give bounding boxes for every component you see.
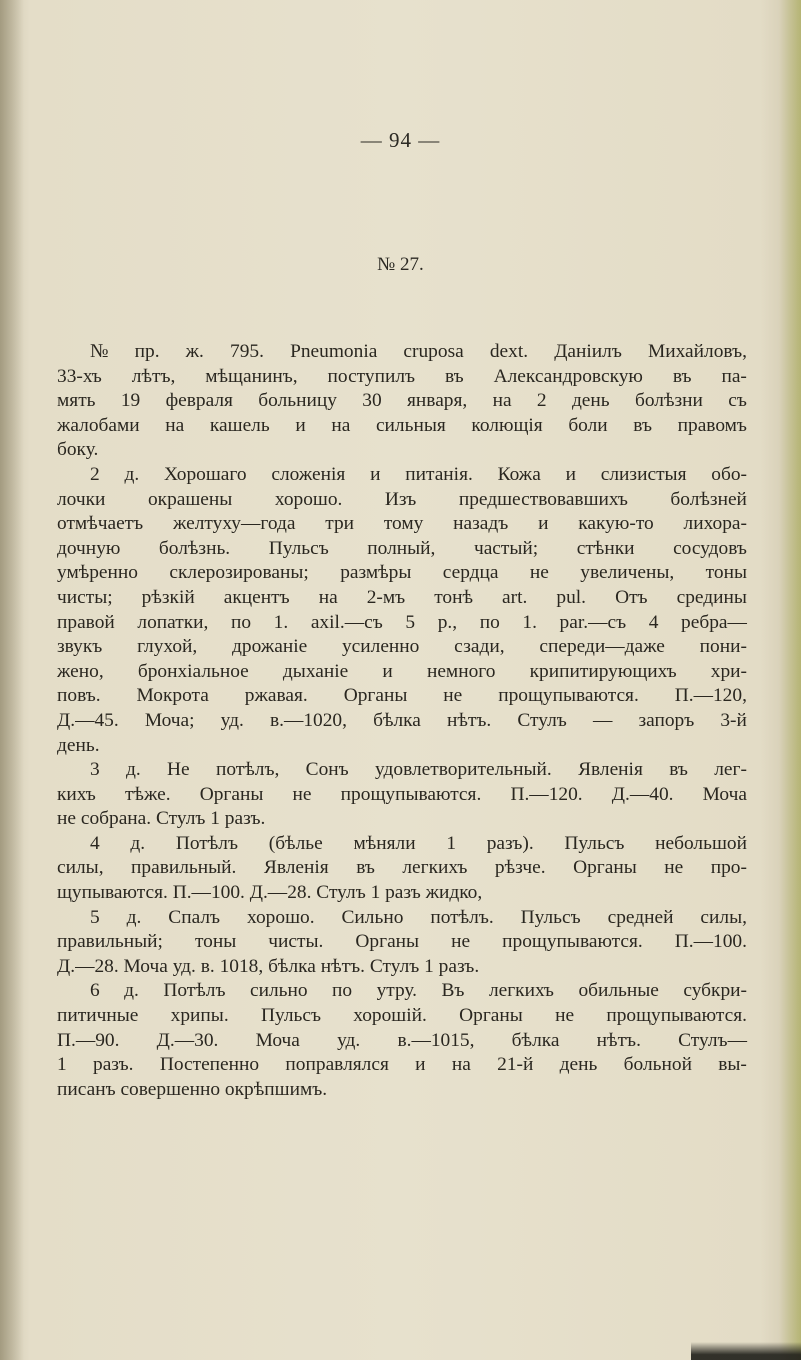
word: Органы [573, 857, 637, 879]
word: лочки [57, 488, 106, 510]
word: Д.—40. [611, 783, 674, 805]
word: чисты. [268, 931, 324, 953]
word: 1 [57, 1054, 67, 1076]
word: хорошій. [353, 1005, 427, 1027]
word: лопатки, [137, 611, 209, 633]
word: небольшой [655, 832, 747, 854]
word: глухой, [137, 636, 198, 658]
word: 5 [405, 611, 416, 633]
word: дочную [57, 537, 121, 559]
word: на [492, 390, 512, 412]
word: нѣтъ. [447, 709, 492, 731]
word: 1 [446, 832, 457, 854]
word: питанія. [405, 463, 473, 485]
text-line [57, 906, 747, 931]
word: увеличены, [580, 562, 675, 584]
word: больницу [258, 390, 337, 412]
word: Моча [255, 1029, 300, 1051]
word: средней [607, 906, 674, 928]
word: поступилъ [327, 365, 416, 387]
word: правильный. [131, 857, 237, 879]
text-line: писанъ совершенно окрѣпшимъ. [57, 1078, 328, 1100]
word: пони- [699, 636, 747, 658]
word: прощупываются. [606, 1005, 747, 1027]
word: Потѣлъ [175, 832, 239, 854]
word: не [555, 1005, 575, 1027]
word: Стулъ— [678, 1029, 747, 1051]
word: окрашены [147, 488, 233, 510]
word: прощупываются. [502, 931, 643, 953]
word: назадъ [453, 513, 509, 535]
word: ребра— [681, 611, 747, 633]
text-line [57, 758, 747, 783]
word: на [165, 414, 185, 436]
word: Кожа [497, 463, 541, 485]
text-line [57, 930, 747, 955]
word: больной [623, 1054, 692, 1076]
word: 6 [90, 980, 100, 1002]
word: па- [721, 365, 747, 387]
word: 2-мъ [366, 586, 406, 608]
word: съ [728, 390, 747, 412]
word: сильныя [375, 414, 446, 436]
word: разъ). [486, 832, 534, 854]
word: запоръ [638, 709, 695, 731]
word: Отъ [615, 586, 648, 608]
word: 21-й [497, 1054, 534, 1076]
word: ржавая. [244, 685, 308, 707]
word: какую-то [578, 513, 654, 535]
word: размѣры [340, 562, 412, 584]
word: д. [124, 980, 139, 1002]
word: Хорошаго [163, 463, 247, 485]
word: Пульсъ [260, 1005, 321, 1027]
text-line [57, 586, 747, 611]
word: и [382, 660, 393, 682]
word: и [415, 1054, 426, 1076]
word: мѣняли [353, 832, 416, 854]
text-line: щупываются. П.—100. Д.—28. Стулъ 1 разъ жидко, [57, 882, 483, 904]
word: хри- [710, 660, 747, 682]
word: дрожаніе [232, 636, 308, 658]
word: П.—90. [57, 1029, 120, 1051]
word: Постепенно [159, 1054, 260, 1076]
word: сердца [442, 562, 499, 584]
word: нѣтъ. [596, 1029, 641, 1051]
text-line [57, 1053, 747, 1078]
word: частый; [473, 537, 539, 559]
word: не [292, 783, 312, 805]
word: — [592, 709, 613, 731]
word: Стулъ [517, 709, 567, 731]
word: разъ. [93, 1054, 134, 1076]
word: мѣщанинъ, [205, 365, 298, 387]
word: не [664, 857, 684, 879]
word: тонѣ [434, 586, 474, 608]
word: уд. [337, 1029, 361, 1051]
word: въ [672, 365, 692, 387]
text-line [57, 979, 747, 1004]
word: 795. [230, 341, 264, 362]
word: тоны [705, 562, 747, 584]
word: бѣлка [373, 709, 421, 731]
word: Моча [702, 783, 747, 805]
word: въ [633, 414, 652, 436]
word: Органы [343, 685, 408, 707]
word: колющія [471, 414, 543, 436]
word: лег- [714, 759, 747, 781]
word: бѣлка [511, 1029, 560, 1051]
word: д. [126, 759, 141, 781]
word: Пульсъ [520, 906, 581, 928]
word: 4 [648, 611, 659, 633]
word: въ [669, 759, 688, 781]
word: Д.—45. [57, 709, 119, 731]
word: Пульсъ [268, 537, 329, 559]
word: умѣренно [57, 562, 138, 584]
scan-edge-artifact [691, 1342, 801, 1360]
word: болѣзнь. [158, 537, 231, 559]
word: и [565, 463, 576, 485]
word: пр. [134, 341, 160, 362]
word: Михайловъ, [647, 341, 747, 362]
word: Явленія [263, 857, 329, 879]
word: 5 [90, 906, 100, 928]
word: в.—1020, [269, 709, 347, 731]
word: удовлетворительный. [375, 759, 552, 781]
word: и [370, 463, 381, 485]
word: П.—100. [674, 931, 747, 953]
word: легкихъ [402, 857, 468, 879]
text-line [57, 389, 747, 414]
word: потѣлъ. [430, 906, 494, 928]
word: Мокрота [136, 685, 209, 707]
word: рѣзче. [494, 857, 546, 879]
word: П.—120. [510, 783, 583, 805]
word: № [90, 341, 109, 362]
case-title: № 27. [377, 254, 424, 275]
text-line [57, 832, 747, 857]
word: января, [407, 390, 468, 412]
word: февраля [165, 390, 233, 412]
word: стѣнки [576, 537, 635, 559]
word: П.—120, [674, 685, 747, 707]
word: жено, [57, 660, 104, 682]
word: спереди—даже [539, 636, 665, 658]
word: жалобами [57, 414, 140, 436]
word: полный, [367, 537, 436, 559]
text-line [57, 856, 747, 881]
word: мять [57, 390, 96, 412]
word: правильный; [57, 931, 163, 953]
word: боли [568, 414, 608, 436]
text-line [57, 684, 747, 709]
page-edge [779, 0, 801, 1360]
word: Явленія [578, 759, 643, 781]
word: склерозированы; [169, 562, 309, 584]
word: акцентъ [223, 586, 290, 608]
word: Органы [199, 783, 264, 805]
word: д. [130, 832, 146, 854]
word: кашель [209, 414, 270, 436]
text-line [57, 561, 747, 586]
word: по [230, 611, 252, 633]
word: не [443, 685, 463, 707]
word: dext. [489, 341, 529, 362]
word: прощупываются. [498, 685, 639, 707]
word: въ [444, 365, 464, 387]
word: повъ. [57, 685, 101, 707]
word: хорошо. [274, 488, 343, 510]
word: дыханіе [282, 660, 349, 682]
word: правомъ [677, 414, 747, 436]
text-line [57, 1029, 747, 1054]
text-line [57, 340, 747, 365]
word: 1. [522, 611, 537, 633]
word: не [529, 562, 549, 584]
word: лѣтъ, [131, 365, 176, 387]
word: Д.—30. [156, 1029, 219, 1051]
word: в.—1015, [397, 1029, 475, 1051]
word: Изъ [384, 488, 417, 510]
word: прощупываются. [340, 783, 482, 805]
word: поправлялся [285, 1054, 389, 1076]
word: день [571, 390, 610, 412]
word: axil.—съ [310, 611, 383, 633]
word: Потѣлъ [163, 980, 226, 1002]
word: по [479, 611, 500, 633]
text-line [57, 1004, 747, 1029]
binding-shadow [0, 0, 24, 1360]
word: питичные [57, 1005, 139, 1027]
word: рѣзкій [141, 586, 195, 608]
text-line: Д.—28. Моча уд. в. 1018, бѣлка нѣтъ. Стулъ 1 разъ. [57, 955, 480, 977]
word: и [538, 513, 549, 535]
text-line [57, 635, 747, 660]
word: субкри- [683, 980, 747, 1002]
word: 4 [90, 832, 100, 854]
word: сосудовъ [673, 537, 747, 559]
word: на [451, 1054, 471, 1076]
text-line: боку. [57, 439, 99, 461]
word: Органы [459, 1005, 523, 1027]
text-line [57, 611, 747, 636]
word: желтуху—года [172, 513, 296, 535]
word: 3-й [720, 709, 747, 731]
word: тоны [194, 931, 237, 953]
text-line [57, 414, 747, 439]
word: немного [426, 660, 496, 682]
word: 3 [90, 759, 100, 781]
word: Спалъ [168, 906, 221, 928]
word: cruposa [403, 341, 464, 362]
case-record-text [57, 340, 747, 1102]
word: въ [356, 857, 375, 879]
word: д. [124, 463, 140, 485]
word: звукъ [57, 636, 103, 658]
word: Сильно [341, 906, 404, 928]
text-line [57, 488, 747, 513]
word: (бѣлье [268, 832, 323, 854]
word: вы- [718, 1054, 747, 1076]
word: 30 [362, 390, 382, 412]
word: 1. [273, 611, 289, 633]
text-line [57, 709, 747, 734]
word: усиленно [341, 636, 420, 658]
word: par.—съ [559, 611, 627, 633]
word: и [295, 414, 306, 436]
word: Пульсъ [564, 832, 625, 854]
text-line: не собрана. Стулъ 1 разъ. [57, 808, 266, 830]
word: 2 [90, 463, 100, 485]
word: по [332, 980, 353, 1002]
word: не [451, 931, 471, 953]
text-line [57, 365, 747, 390]
word: на [318, 586, 338, 608]
word: тѣже. [124, 783, 171, 805]
word: сильно [249, 980, 308, 1002]
text-line [57, 463, 747, 488]
word: силы, [57, 857, 104, 879]
word: бронхіальное [137, 660, 249, 682]
word: сзади, [454, 636, 505, 658]
word: предшествовавшихъ [458, 488, 628, 510]
word: день [559, 1054, 598, 1076]
word: правой [57, 611, 115, 633]
text-line: день. [57, 734, 100, 756]
word: средины [676, 586, 747, 608]
word: Въ [441, 980, 465, 1002]
word: болѣзней [670, 488, 747, 510]
word: art. [502, 586, 528, 608]
text-line [57, 537, 747, 562]
word: потѣлъ, [215, 759, 280, 781]
word: отмѣчаетъ [57, 513, 144, 535]
word: Даніилъ [554, 341, 622, 362]
word: pul. [556, 586, 587, 608]
word: сложенія [271, 463, 346, 485]
word: легкихъ [488, 980, 554, 1002]
word: кихъ [57, 783, 96, 805]
word: три [325, 513, 355, 535]
word: обо- [711, 463, 747, 485]
word: хрипы. [170, 1005, 229, 1027]
word: про- [710, 857, 747, 879]
word: силы, [700, 906, 747, 928]
word: 19 [120, 390, 141, 412]
word: 33-хъ [57, 365, 102, 387]
word: болѣзни [634, 390, 703, 412]
word: лихора- [683, 513, 747, 535]
word: слизистыя [600, 463, 687, 485]
word: Органы [355, 931, 420, 953]
word: утру. [376, 980, 418, 1002]
word: Сонъ [305, 759, 349, 781]
text-line [57, 660, 747, 685]
word: обильные [578, 980, 659, 1002]
word: д. [126, 906, 142, 928]
word: уд. [220, 709, 244, 731]
text-line [57, 783, 747, 808]
word: ж. [185, 341, 204, 362]
word: Александровскую [493, 365, 643, 387]
word: Не [167, 759, 190, 781]
word: р., [437, 611, 458, 633]
word: Моча; [144, 709, 195, 731]
word: Pneumonia [290, 341, 378, 362]
word: крипитирующихъ [529, 660, 677, 682]
word: чисты; [57, 586, 113, 608]
word: 2 [536, 390, 547, 412]
word: на [331, 414, 351, 436]
text-line [57, 512, 747, 537]
word: тому [383, 513, 424, 535]
page-number: — 94 — [360, 128, 441, 152]
word: хорошо. [247, 906, 315, 928]
